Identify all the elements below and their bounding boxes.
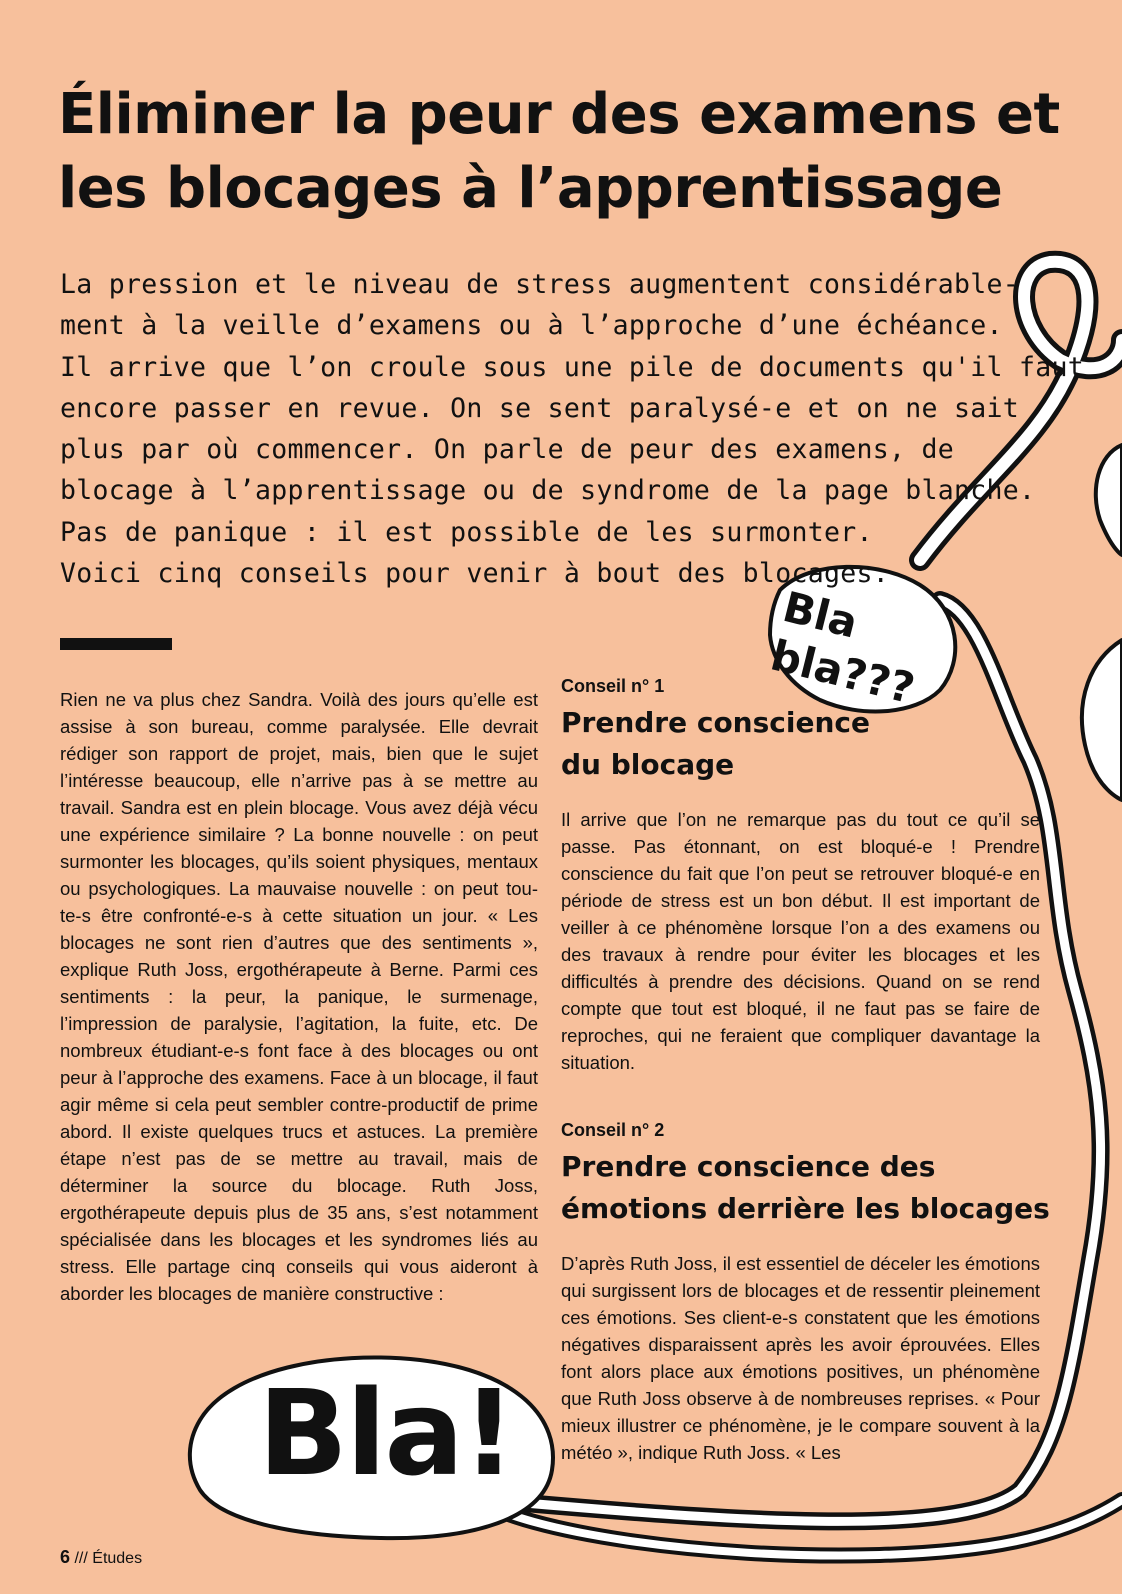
intro-line: ment à la veille d’examens ou à l’approche d’une échéance. (60, 310, 1003, 342)
footer-separator: /// (74, 1550, 88, 1567)
intro-line: Pas de panique : il est possible de les surmonter. (60, 516, 873, 548)
intro-line: Voici cinq conseils pour venir à bout des blocages. (60, 558, 889, 590)
intro-line: plus par où commencer. On parle de peur des examens, de (60, 434, 954, 466)
tip-1-text: Il arrive que l’on ne remarque pas du tout ce qu’il se passe. Pas étonnant, on est bloqué-e ! Prendre conscience du fait que l’on peut se retrouver bloqué-e en période de stress est un bon début. Il est important de veiller à ce phénomène lorsque l’on a des examens ou des travaux à rendre pour éviter les blocages et les difficultés à prendre des décisions. Quand on se rend compte que tout est bloqué, il ne faut pas se faire de reproches, qui ne feraient que compliquer davantage la situation. (561, 809, 1040, 1073)
intro-line: Il arrive que l’on croule sous une pile de documents qu'il faut (60, 351, 1085, 383)
title-line: Éliminer la peur des examens et (58, 82, 1060, 147)
tip-1-label: Conseil n° 1 (561, 676, 665, 696)
tip-2-label: Conseil n° 2 (561, 1120, 665, 1140)
right-body-outline (1082, 640, 1122, 800)
intro-line: encore passer en revue. On se sent paralysé-e et on ne sait (60, 392, 1020, 424)
intro-line: blocage à l’apprentissage ou de syndrome de la page blanche. (60, 475, 1036, 507)
right-blob-outline (1096, 445, 1122, 555)
tip-2-title-line: émotions derrière les blocages (561, 1192, 1050, 1225)
tip-2-text: D’après Ruth Joss, il est essentiel de déceler les émotions qui surgissent lors de blocages et de ressentir pleinement ces émotions. Ses client-e-s constatent que les émotions négatives disparaissent après les avoir éprouvées. Elles font alors place aux émotions positives, un phénomène que Ruth Joss observe à de nombreuses reprises. « Pour mieux illustrer ce phénomène, je le compare souvent à la météo », indique Ruth Joss. « Les (561, 1253, 1040, 1463)
article-intro (60, 264, 1085, 594)
tip-2-title-line: Prendre conscience des (561, 1150, 936, 1183)
section-divider (60, 638, 172, 650)
intro-line: La pression et le niveau de stress augmentent considérable- (60, 269, 1020, 300)
bubble-small-line: Bla (778, 582, 863, 648)
bubble-big-text: Bla! (258, 1364, 514, 1502)
title-line: les blocages à l’apprentissage (58, 156, 1003, 221)
tip-2-title (561, 1146, 1061, 1230)
page-footer (60, 1547, 142, 1568)
article-title (58, 78, 1088, 226)
tip-1-title-line: Prendre conscience (561, 706, 870, 739)
tip-1-title (561, 702, 1061, 786)
tip-1-title-line: du blocage (561, 748, 735, 781)
footer-section: Études (92, 1550, 143, 1567)
page-number: 6 (60, 1547, 71, 1567)
body-left-column: Rien ne va plus chez Sandra. Voilà des jours qu’elle est assise à son bureau, comme paralysée. Elle devrait rédiger son rapport de projet, mais, bien que le sujet l’intéresse beaucoup, elle n’arrive pas à se mettre au travail. Sandra est en plein blocage. Vous avez déjà vécu une expérience similaire ? La bonne nouvelle : on peut surmonter les blocages, qu’ils soient physiques, mentaux ou psychologiques. La mauvaise nouvelle : on peut tou-te-s être confronté-e-s à cette situation un jour. « Les blocages ne sont rien d’autres que des sentiments », explique Ruth Joss, ergothérapeute à Berne. Parmi ces sentiments : la peur, la panique, le surmenage, l’impression de paralysie, l’agitation, la fuite, etc. De nombreux étudiant-e-s font face à des blocages ou ont peur à l’approche des examens. Face à un blocage, il faut agir même si cela peut sembler contre-productif de prime abord. Il existe quelques trucs et astuces. La première étape n’est pas de se mettre au travail, mais de déterminer la source du blocage. Ruth Joss, ergothérapeute depuis plus de 35 ans, s’est notamment spécialisée dans les blocages et les syndromes liés au stress. Elle partage cinq conseils qui vous aideront à aborder les blocages de manière constructive : (60, 689, 538, 1304)
bubble-small-line: bla??? (766, 630, 920, 714)
